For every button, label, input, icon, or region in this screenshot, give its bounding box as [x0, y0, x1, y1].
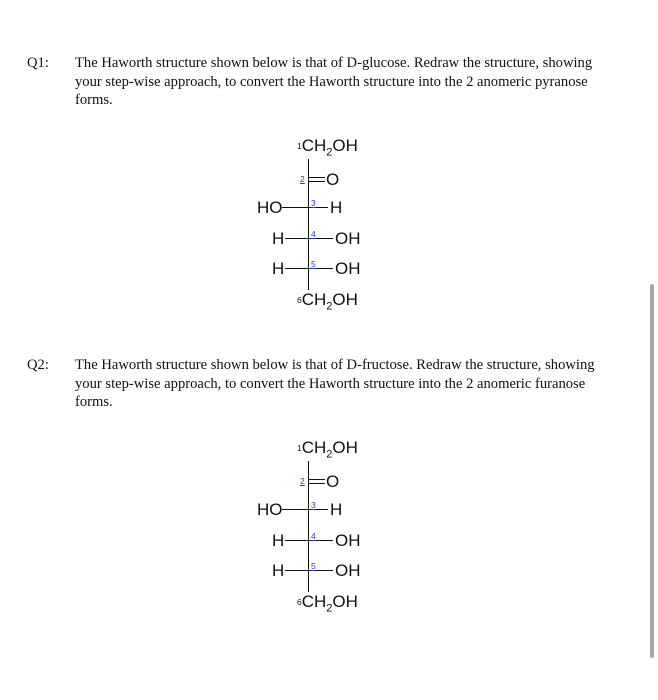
c2-number: 2: [300, 476, 305, 486]
c4-left-group: H: [272, 229, 285, 248]
carbonyl-bond-line: [308, 479, 325, 480]
c6-oh-label: OH: [332, 592, 358, 611]
c2-number: 2: [300, 174, 305, 184]
c3-number: 3: [311, 198, 316, 208]
vertical-scrollbar[interactable]: [650, 284, 654, 658]
c5-left-group: H: [272, 259, 285, 278]
q1-text-line-1: The Haworth structure shown below is that of D-glucose. Redraw the structure, showing: [75, 55, 593, 71]
c5-number: 5: [311, 561, 316, 571]
q1-text-line-2: your step-wise approach, to convert the Haworth structure into the 2 anomeric pyranose: [75, 73, 588, 90]
c3-number: 3: [311, 500, 316, 510]
c4-number: 4: [311, 229, 316, 239]
q2-label: Q2:: [27, 357, 49, 373]
c1-group: [297, 136, 358, 159]
c1-subscript: 2: [326, 146, 333, 159]
c3-bond-line: [282, 509, 328, 510]
c6-oh-label: OH: [332, 290, 358, 309]
c2-oxygen-label: O: [326, 472, 340, 491]
c4-bond-line: [285, 238, 333, 239]
q2-text-line-2: your step-wise approach, to convert the Haworth structure into the 2 anomeric furanose: [75, 375, 586, 392]
c1-number: 1: [297, 141, 302, 151]
c3-right-group: H: [330, 500, 343, 519]
carbonyl-bond-line: [308, 177, 325, 178]
c4-right-group: OH: [335, 229, 361, 248]
c5-bond-line: [285, 268, 333, 269]
c5-bond-line: [285, 570, 333, 571]
c1-ch-label: CH: [301, 136, 327, 155]
c6-number: 6: [297, 597, 302, 607]
q1-label: Q1:: [27, 55, 49, 71]
c1-group: [297, 438, 358, 461]
c5-left-group: H: [272, 561, 285, 580]
c1-subscript: 2: [326, 448, 333, 461]
c1-ch-label: CH: [301, 438, 327, 457]
backbone-line: [308, 159, 309, 290]
carbonyl-bond-line: [308, 483, 325, 484]
q2-text-line-3: forms.: [75, 394, 113, 410]
c1-oh-label: OH: [332, 438, 358, 457]
backbone-line: [308, 461, 309, 592]
c4-left-group: H: [272, 531, 285, 550]
c1-number: 1: [297, 443, 302, 453]
c4-right-group: OH: [335, 531, 361, 550]
q1-text: [75, 54, 620, 110]
c3-left-group: HO: [257, 500, 283, 519]
q1-fischer-projection: [250, 130, 390, 313]
q2-fischer-projection: [250, 432, 390, 615]
c4-bond-line: [285, 540, 333, 541]
c6-ch-label: CH: [301, 592, 327, 611]
c6-group: [297, 592, 358, 615]
q2-text-line-1: The Haworth structure shown below is that of D-fructose. Redraw the structure, showing: [75, 357, 595, 373]
q1-text-line-3: forms.: [75, 92, 113, 108]
q2-text: [75, 356, 620, 412]
c1-oh-label: OH: [332, 136, 358, 155]
c4-number: 4: [311, 531, 316, 541]
c6-group: [297, 290, 358, 313]
c3-right-group: H: [330, 198, 343, 217]
c6-number: 6: [297, 295, 302, 305]
c3-left-group: HO: [257, 198, 283, 217]
c3-bond-line: [282, 207, 328, 208]
c5-right-group: OH: [335, 561, 361, 580]
c6-subscript: 2: [326, 300, 333, 313]
c5-right-group: OH: [335, 259, 361, 278]
c6-ch-label: CH: [301, 290, 327, 309]
c6-subscript: 2: [326, 602, 333, 615]
c5-number: 5: [311, 259, 316, 269]
c2-oxygen-label: O: [326, 170, 340, 189]
carbonyl-bond-line: [308, 181, 325, 182]
